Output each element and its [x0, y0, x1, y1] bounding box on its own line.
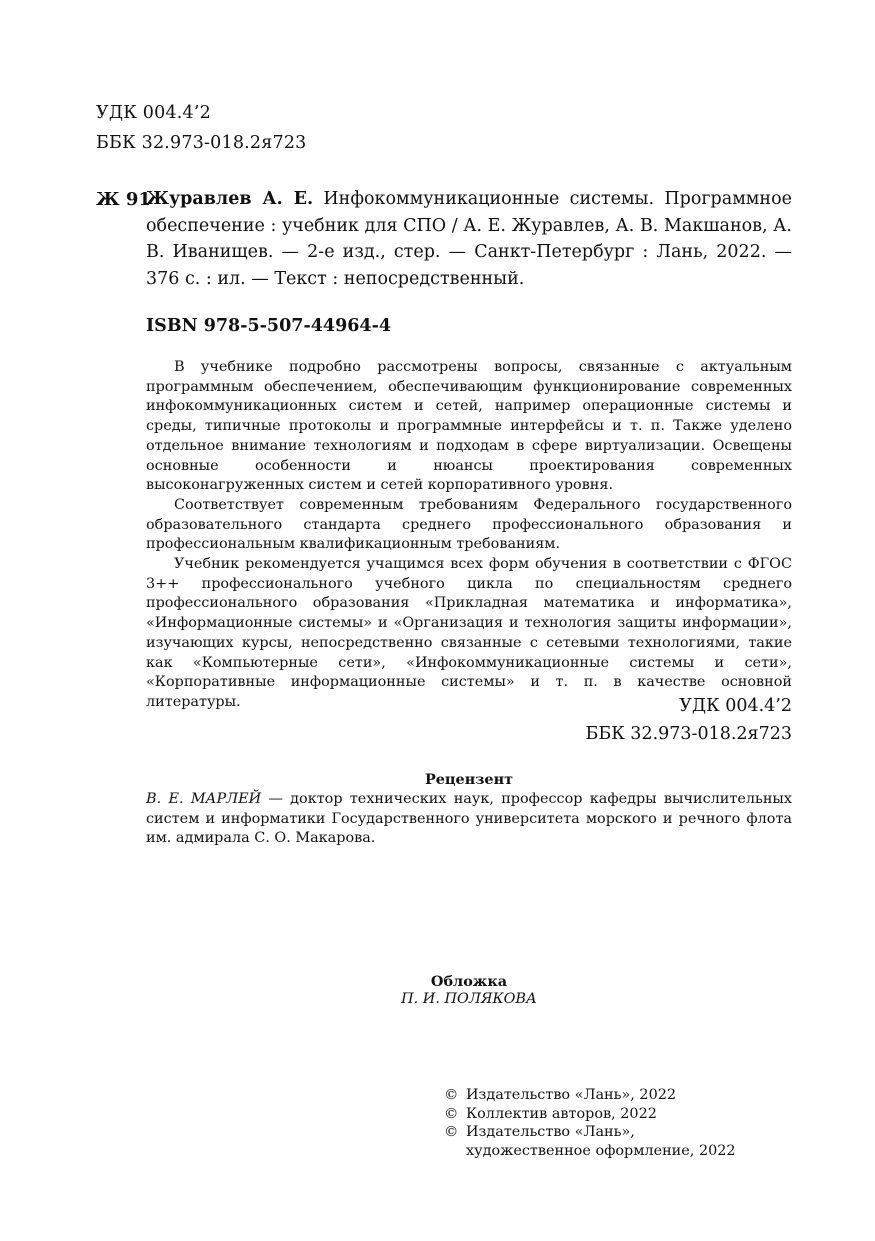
abstract [146, 358, 792, 713]
reviewer-text [146, 790, 792, 849]
udk-code: УДК 004.4’2 [96, 103, 211, 123]
copyright-text: Коллектив авторов, 2022 [466, 1105, 657, 1122]
bibliographic-record [146, 186, 792, 292]
copyright-symbol: © [444, 1087, 459, 1103]
copyright-text: Издательство «Лань», 2022 [466, 1087, 677, 1103]
copyright-symbol: © [444, 1105, 459, 1122]
copyright-block [444, 1086, 736, 1160]
copyright-symbol: © [444, 1124, 459, 1140]
abstract-paragraph: Учебник рекомендуется учащимся всех форм обучения в соответствии с ФГОС 3++ профессионального учебного цикла по специальностям среднего профессионального образования «Прикладная математика и информатика», «Информационные системы» и «Организация и технология защиты информации», изучающих курсы, непосредственно связанные с сетевыми технологиями, такие как «Компьютерные сети», «Инфокоммуникационные системы и сети», «Корпоративные информационные системы» и т. п. в качестве основной литературы. [146, 556, 792, 710]
cover-heading: Обложка [430, 973, 508, 990]
udk-code-right: УДК 004.4’2 [679, 696, 792, 716]
abstract-paragraph: В учебнике подробно рассмотрены вопросы, связанные с актуальным программным обеспечением, обеспечивающим функционирование современных инфокоммуникационных систем и сетей, например операционные системы и среды, типичные протоколы и программные интерфейсы и т. п. Также уделено отдельное внимание технологиям и подходам в сфере виртуализации. Освещены основные особенности и нюансы проектирования современных высоконагруженных систем и сетей корпоративного уровня. [146, 359, 792, 494]
reviewer-description: — доктор технических наук, профессор кафедры вычислительных систем и информатики Государственного университета морского и речного флота им. адмирала С. О. Макарова. [146, 791, 792, 846]
copyright-line [444, 1086, 736, 1105]
catalog-mark: Ж 91 [96, 189, 151, 210]
reviewer-heading: Рецензент [424, 771, 514, 788]
isbn: ISBN 978-5-507-44964-4 [146, 316, 392, 336]
copyright-line [444, 1105, 736, 1124]
copyright-line [444, 1123, 736, 1142]
copyright-continuation: художественное оформление, 2022 [466, 1142, 736, 1159]
cover-designer: П. И. ПОЛЯКОВА [401, 991, 537, 1007]
abstract-paragraph: Соответствует современным требованиям Федерального государственного образовательного стандарта среднего профессионального образования и профессиональным квалификационным требованиям. [146, 496, 792, 553]
bibliographic-description: Инфокоммуникационные системы. Программное обеспечение : учебник для СПО / А. Е. Журавлев, А. В. Макшанов, А. В. Иванищев. — 2-е изд., стер. — Санкт-Петербург : Лань, 2022. — 376 с. : ил. — Текст : непосредственный. [146, 189, 792, 289]
copyright-text: Издательство «Лань», [466, 1124, 635, 1140]
bbk-code: ББК 32.973-018.2я723 [96, 133, 307, 153]
author-heading: Журавлев А. Е. [146, 189, 314, 209]
reviewer-name: В. Е. МАРЛЕЙ [146, 791, 262, 807]
bbk-code-right: ББК 32.973-018.2я723 [585, 724, 792, 744]
